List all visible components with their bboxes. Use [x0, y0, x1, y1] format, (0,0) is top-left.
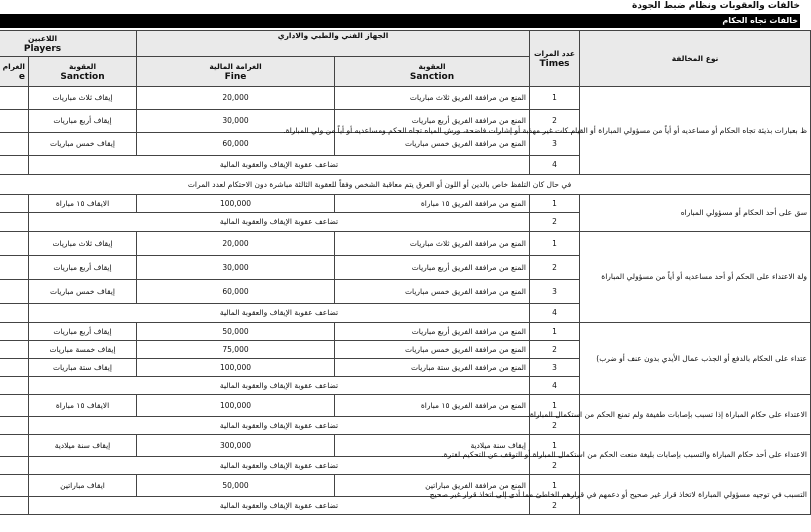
player-fine [0, 232, 29, 256]
section-header-bar: خالفات تجاه الحكام [0, 14, 800, 28]
player-sanction: إيقاف ثلاث مباريات [29, 87, 137, 110]
staff-sanction: المنع من مرافقة الفريق خمس مباريات [335, 341, 530, 359]
violation-description: سق على أحد الحكام أو مسؤولي المباراه [580, 195, 811, 232]
player-fine-header [0, 57, 29, 87]
violation-description: ظ بعبارات بذيئة تجاه الحكام أو مساعديه أو أياً من مسؤولي المباراة أو القيام كات غير مهذبة أو إشارات فاضحة، ورش المياه تجاه الحكم ومساعديه أو أياً من ولي المباراة. [580, 87, 811, 175]
staff-sanction-header-en: Sanction [409, 71, 455, 82]
times-count: 4 [530, 156, 580, 175]
player-fine-empty [0, 304, 29, 323]
times-header [530, 31, 580, 87]
player-fine [0, 395, 29, 417]
times-count: 1 [530, 395, 580, 417]
times-count: 2 [530, 256, 580, 280]
times-count: 1 [530, 435, 580, 457]
table-row [0, 395, 811, 417]
player-fine [0, 341, 29, 359]
player-sanction-header-ar: العقوبة [68, 61, 97, 71]
player-fine-header-en: e [18, 71, 25, 82]
staff-sanction: المنع من مرافقة الفريق ستة مباريات [335, 359, 530, 377]
header-row-1 [0, 31, 811, 57]
staff-fine: 60,000 [137, 280, 335, 304]
player-sanction: إيقاف أربع مباريات [29, 110, 137, 133]
times-count: 1 [530, 232, 580, 256]
double-penalty-note: تضاعف عقوبة الإيقاف والعقوبة المالية [29, 417, 530, 435]
player-sanction: إيقاف ثلاث مباريات [29, 232, 137, 256]
staff-sanction: المنع من مرافقة الفريق أربع مباريات [335, 323, 530, 341]
players-header-ar: اللاعبين [27, 33, 58, 43]
double-penalty-note: تضاعف عقوبة الإيقاف والعقوبة المالية [29, 156, 530, 175]
staff-sanction: المنع من مرافقة الفريق ١٥ مباراة [335, 395, 530, 417]
double-penalty-note: تضاعف عقوبة الإيقاف والعقوبة المالية [29, 497, 530, 515]
player-sanction: إيقاف سنة ميلادية [29, 435, 137, 457]
staff-sanction: المنع من مرافقة الفريق ثلاث مباريات [335, 87, 530, 110]
player-sanction: إيقاف ستة مباريات [29, 359, 137, 377]
player-fine [0, 110, 29, 133]
staff-sanction: المنع من مرافقة الفريق ثلاث مباريات [335, 232, 530, 256]
staff-fine: 50,000 [137, 475, 335, 497]
player-fine-empty [0, 156, 29, 175]
player-fine-empty [0, 213, 29, 232]
staff-fine: 50,000 [137, 323, 335, 341]
player-sanction: إيقاف خمس مباريات [29, 280, 137, 304]
double-penalty-note: تضاعف عقوبة الإيقاف والعقوبة المالية [29, 213, 530, 232]
times-count: 2 [530, 497, 580, 515]
staff-fine: 60,000 [137, 133, 335, 156]
player-fine [0, 435, 29, 457]
player-fine [0, 359, 29, 377]
times-count: 1 [530, 87, 580, 110]
player-fine [0, 475, 29, 497]
staff-sanction: المنع من مرافقة الفريق ١٥ مباراة [335, 195, 530, 213]
double-penalty-note: تضاعف عقوبة الإيقاف والعقوبة المالية [29, 377, 530, 395]
violation-description: ولة الاعتداء على الحكم أو أحد مساعديه أو أياً من مسؤولي المباراة [580, 232, 811, 323]
player-sanction: الايقاف ١٥ مباراة [29, 395, 137, 417]
player-fine [0, 280, 29, 304]
religion-note: في حال كان التلفظ خاص بالدين أو اللون أو العرق يتم معاقبة الشخص وفقاً للعقوبة الثالثة مباشرة دون الاحتكام لعدد المرات [0, 175, 811, 195]
times-header-en: Times [539, 58, 570, 69]
players-header-en: Players [23, 43, 62, 54]
table-row [0, 195, 811, 213]
times-count: 1 [530, 475, 580, 497]
times-count: 3 [530, 280, 580, 304]
staff-fine-header-en: Fine [224, 71, 247, 82]
staff-fine: 100,000 [137, 195, 335, 213]
staff-fine: 100,000 [137, 395, 335, 417]
staff-sanction: المنع من مرافقة الفريق خمس مباريات [335, 280, 530, 304]
staff-sanction-header [335, 57, 530, 87]
player-fine-empty [0, 377, 29, 395]
times-count: 4 [530, 377, 580, 395]
staff-fine-header [137, 57, 335, 87]
staff-fine: 100,000 [137, 359, 335, 377]
violation-description: التسبب في توجيه مسؤولي المباراة لاتخاذ قرار غير صحيح أو دعمهم في قرارهم الخاطئ مما أدى إلى اتخاذ قرار غير صحيح [580, 475, 811, 515]
player-sanction: إيقاف خمس مباريات [29, 133, 137, 156]
player-sanction: ايقاف مباراتين [29, 475, 137, 497]
table-row [0, 323, 811, 341]
times-count: 1 [530, 323, 580, 341]
staff-fine: 20,000 [137, 232, 335, 256]
double-penalty-note: تضاعف عقوبة الإيقاف والعقوبة المالية [29, 304, 530, 323]
player-sanction: إيقاف أربع مباريات [29, 256, 137, 280]
staff-sanction: المنع من مرافقة الفريق خمس مباريات [335, 133, 530, 156]
player-fine [0, 256, 29, 280]
note-row [0, 175, 811, 195]
staff-fine: 300,000 [137, 435, 335, 457]
violation-description: الاعتداء على حكام المباراة إذا تسبب بإصابات طفيفة ولم تمنع الحكم من استكمال المباراة. [580, 395, 811, 435]
player-fine [0, 323, 29, 341]
staff-fine: 20,000 [137, 87, 335, 110]
times-count: 2 [530, 213, 580, 232]
staff-fine: 75,000 [137, 341, 335, 359]
times-count: 2 [530, 110, 580, 133]
player-fine-empty [0, 417, 29, 435]
times-count: 3 [530, 359, 580, 377]
table-row [0, 232, 811, 256]
player-sanction: إيقاف أربع مباريات [29, 323, 137, 341]
violations-table [0, 30, 811, 515]
player-fine [0, 87, 29, 110]
staff-sanction: إيقاف سنة ميلادية [335, 435, 530, 457]
player-sanction: إيقاف خمسة مباريات [29, 341, 137, 359]
player-sanction-header-en: Sanction [60, 71, 105, 82]
player-fine-empty [0, 497, 29, 515]
violation-description: عتداء على الحكام بالدفع أو الجذب عمال الأيدي بدون عنف أو ضرب) [580, 323, 811, 395]
table-row [0, 87, 811, 110]
violation-description: الاعتداء على أحد حكام المباراة والتسبب بإصابات بليغة منعت الحكم من استكمال المباراة أو التوقف عن التحكيم لفترة. [580, 435, 811, 475]
staff-fine-header-ar: الغرامة المالية [209, 61, 262, 71]
times-header-ar: عدد المرات [533, 48, 576, 58]
times-count: 4 [530, 304, 580, 323]
times-count: 2 [530, 417, 580, 435]
times-count: 3 [530, 133, 580, 156]
staff-sanction: المنع من مرافقة الفريق أربع مباريات [335, 256, 530, 280]
player-fine-empty [0, 457, 29, 475]
staff-sanction-header-ar: العقوبة [418, 61, 446, 71]
violation-type-header: نوع المخالفة [580, 31, 811, 87]
staff-sanction: المنع من مرافقة الفريق مباراتين [335, 475, 530, 497]
staff-sanction: المنع من مرافقة الفريق أربع مباريات [335, 110, 530, 133]
player-sanction-header [29, 57, 137, 87]
table-row [0, 475, 811, 497]
times-count: 2 [530, 457, 580, 475]
player-fine [0, 195, 29, 213]
table-row [0, 435, 811, 457]
times-count: 1 [530, 195, 580, 213]
player-fine-header-ar: الغرام [2, 61, 25, 71]
double-penalty-note: تضاعف عقوبة الإيقاف والعقوبة المالية [29, 457, 530, 475]
times-count: 2 [530, 341, 580, 359]
document-title: خالفات والعقوبات ونظام ضبط الجودة [632, 1, 800, 11]
player-sanction: الايقاف ١٥ مباراة [29, 195, 137, 213]
players-header [0, 31, 137, 57]
player-fine [0, 133, 29, 156]
staff-header: الجهاز الفني والطبي والاداري [137, 31, 530, 57]
staff-fine: 30,000 [137, 110, 335, 133]
staff-fine: 30,000 [137, 256, 335, 280]
